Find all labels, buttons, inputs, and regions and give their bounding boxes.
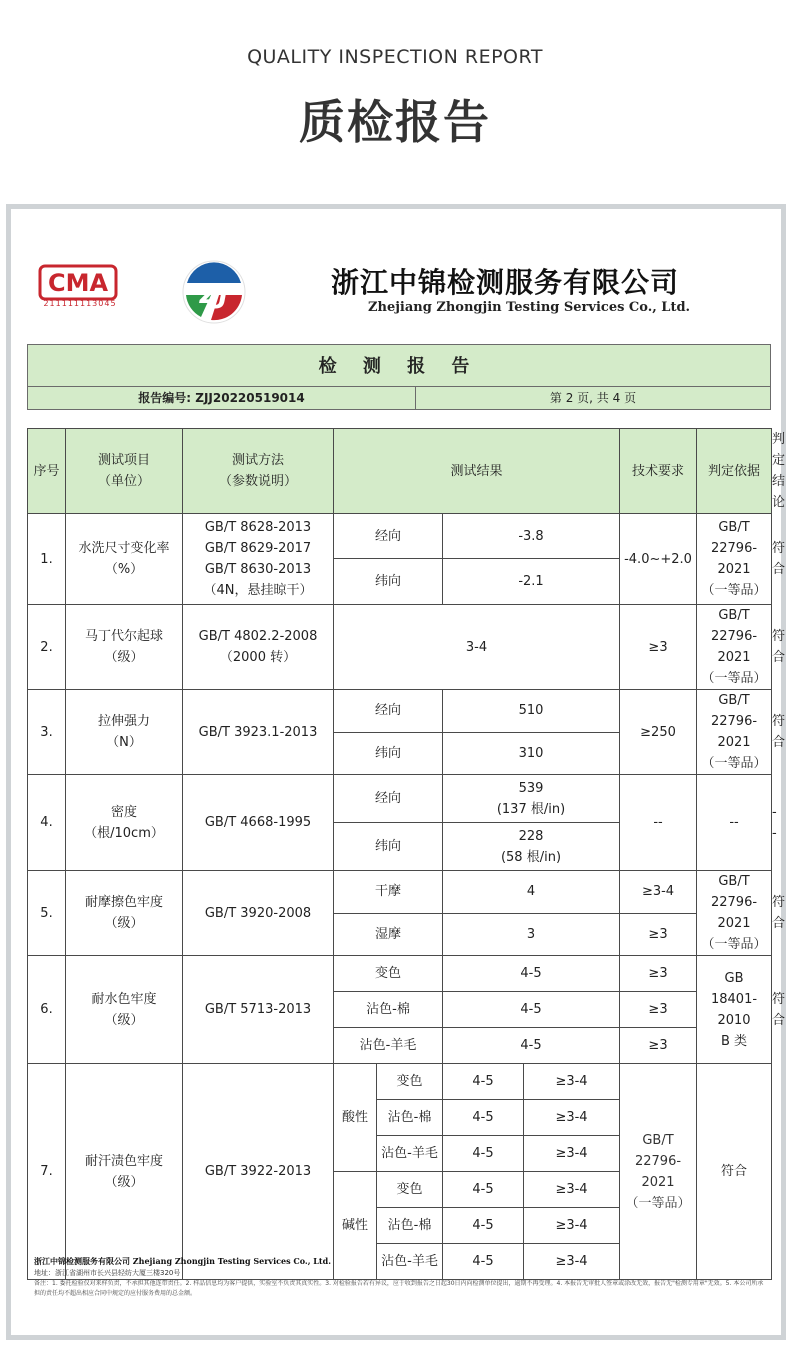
row-method: GB/T 8628-2013 GB/T 8629-2017 GB/T 8630-2013 （4N，悬挂晾干） [183, 514, 334, 605]
zj-logo [181, 259, 247, 325]
row-sub-requirement: ≥3-4 [524, 1136, 620, 1172]
row-basis: -- [697, 775, 772, 871]
header-item: 测试项目 （单位） [66, 429, 183, 514]
row-item: 耐水色牢度 （级） [66, 956, 183, 1064]
row-sub-label: 纬向 [334, 823, 443, 871]
row-method: GB/T 4668-1995 [183, 775, 334, 871]
company-name-en: Zhejiang Zhongjin Testing Services Co., Ltd. [368, 300, 691, 315]
report-page-info: 第 2 页, 共 4 页 [416, 386, 771, 409]
row-requirement: -4.0~+2.0 [620, 514, 697, 605]
row-requirement: -- [620, 775, 697, 871]
zj-label: ZJ [199, 280, 229, 310]
row-sub-value: 4-5 [443, 1172, 524, 1208]
row-sub-label: 变色 [334, 956, 443, 992]
row-sub-label: 经向 [334, 775, 443, 823]
zj-globe-icon [181, 259, 247, 325]
row-sub-value: 4-5 [443, 1136, 524, 1172]
table-row: 1. 水洗尺寸变化率 （%） GB/T 8628-2013 GB/T 8629-2017 GB/T 8630-2013 （4N，悬挂晾干） 经向 -3.8 -4.0~+2.0 GB/T 22796-2021 （一等品） 符合 [28, 514, 772, 559]
row-requirement: ≥3 [620, 605, 697, 690]
row-sub-requirement: ≥3-4 [524, 1172, 620, 1208]
row-item: 耐摩擦色牢度 （级） [66, 871, 183, 956]
row-no: 7. [28, 1064, 66, 1280]
row-sub-requirement: ≥3-4 [524, 1100, 620, 1136]
row-conclusion: 符合 [697, 1064, 772, 1280]
table-row: 2. 马丁代尔起球 （级） GB/T 4802.2-2008 （2000 转） 3-4 ≥3 GB/T 22796-2021 （一等品） 符合 [28, 605, 772, 690]
row-sub-requirement: ≥3-4 [524, 1208, 620, 1244]
row-sub-label: 干摩 [334, 871, 443, 914]
row-sub-label: 纬向 [334, 559, 443, 605]
cma-seal-icon [35, 261, 125, 301]
row-sub-value: -3.8 [443, 514, 620, 559]
header-basis: 判定依据 [697, 429, 772, 514]
row-item: 密度 （根/10cm） [66, 775, 183, 871]
row-no: 6. [28, 956, 66, 1064]
row-sub-requirement: ≥3 [620, 913, 697, 956]
row-sub-label: 经向 [334, 514, 443, 559]
row-sub-value: 4-5 [443, 1244, 524, 1280]
row-sub-requirement: ≥3-4 [620, 871, 697, 914]
row-group-name: 碱性 [334, 1172, 377, 1280]
row-basis: GB 18401-2010 B 类 [697, 956, 772, 1064]
row-sub-value: 4-5 [443, 1208, 524, 1244]
row-requirement: ≥250 [620, 690, 697, 775]
row-sub-value: 4 [443, 871, 620, 914]
row-sub-value: -2.1 [443, 559, 620, 605]
document-frame [6, 204, 786, 1340]
header-method: 测试方法 （参数说明） [183, 429, 334, 514]
row-sub-value: 4-5 [443, 1100, 524, 1136]
row-basis: GB/T 22796-2021 （一等品） [697, 871, 772, 956]
row-basis: GB/T 22796-2021 （一等品） [620, 1064, 697, 1280]
header-no: 序号 [28, 429, 66, 514]
row-method: GB/T 5713-2013 [183, 956, 334, 1064]
row-sub-value: 228 (58 根/in) [443, 823, 620, 871]
row-sub-requirement: ≥3 [620, 1028, 697, 1064]
row-sub-label: 变色 [377, 1172, 443, 1208]
report-document [11, 209, 786, 1335]
header-requirement: 技术要求 [620, 429, 697, 514]
table-header-row: 序号 测试项目 （单位） 测试方法 （参数说明） 测试结果 技术要求 判定依据 判定结论 [28, 429, 772, 514]
row-sub-label: 湿摩 [334, 913, 443, 956]
row-no: 2. [28, 605, 66, 690]
row-basis: GB/T 22796-2021 （一等品） [697, 605, 772, 690]
row-item: 耐汗渍色牢度 （级） [66, 1064, 183, 1280]
footer-notes: 备注：1. 委托检验仅对来样负责，不承担其他连带责任。2. 样品信息均为客户提供，实验室不负责其真实性。3. 对检验报告若有异议，应于收到报告之日起30日内向检测单位提出，逾期不再受理。4. 本报告无审批人签章或涂改无效，报告无"检测专用章"无效。5. 本公司所承担的责任均不超出相应合同中规定的应付服务费用的总金额。 [34, 1280, 764, 1297]
row-sub-requirement: ≥3-4 [524, 1064, 620, 1100]
report-title: 检 测 报 告 [28, 345, 771, 387]
cma-number: 211111113045 [43, 299, 117, 308]
row-sub-value: 539 (137 根/in) [443, 775, 620, 823]
row-sub-value: 310 [443, 732, 620, 775]
row-sub-label: 变色 [377, 1064, 443, 1100]
row-sub-value: 4-5 [443, 956, 620, 992]
report-number: 报告编号: ZJJ20220519014 [28, 386, 416, 409]
cma-logo [35, 261, 125, 321]
row-item: 马丁代尔起球 （级） [66, 605, 183, 690]
header-result: 测试结果 [334, 429, 620, 514]
footer-address: 地址：浙江省湖州市长兴县轻纺大厦三楼320号 [34, 1269, 181, 1277]
row-sub-value: 510 [443, 690, 620, 733]
table-row: 3. 拉伸强力 （N） GB/T 3923.1-2013 经向 510 ≥250 GB/T 22796-2021 （一等品） 符合 [28, 690, 772, 733]
row-group-name: 酸性 [334, 1064, 377, 1172]
footer-company: 浙江中锦检测服务有限公司 Zhejiang Zhongjin Testing Services Co., Ltd. [34, 1256, 331, 1266]
row-no: 3. [28, 690, 66, 775]
report-header-table [27, 344, 771, 410]
row-method: GB/T 3923.1-2013 [183, 690, 334, 775]
table-row: 4. 密度 （根/10cm） GB/T 4668-1995 经向 539 (137 根/in) -- -- -- [28, 775, 772, 823]
row-sub-requirement: ≥3 [620, 992, 697, 1028]
row-sub-label: 沾色-棉 [377, 1208, 443, 1244]
row-value: 3-4 [334, 605, 620, 690]
row-sub-label: 沾色-羊毛 [377, 1244, 443, 1280]
row-sub-label: 沾色-羊毛 [377, 1136, 443, 1172]
row-sub-value: 4-5 [443, 1064, 524, 1100]
row-sub-label: 经向 [334, 690, 443, 733]
table-row: 5. 耐摩擦色牢度 （级） GB/T 3920-2008 干摩 4 ≥3-4 GB/T 22796-2021 （一等品） 符合 [28, 871, 772, 914]
company-name-cn: 浙江中锦检测服务有限公司 [331, 266, 680, 299]
row-item: 水洗尺寸变化率 （%） [66, 514, 183, 605]
row-sub-label: 沾色-棉 [334, 992, 443, 1028]
row-method: GB/T 3920-2008 [183, 871, 334, 956]
row-sub-label: 沾色-棉 [377, 1100, 443, 1136]
table-row [28, 1064, 772, 1100]
row-method: GB/T 4802.2-2008 （2000 转） [183, 605, 334, 690]
row-sub-value: 4-5 [443, 1028, 620, 1064]
row-sub-requirement: ≥3-4 [524, 1244, 620, 1280]
row-basis: GB/T 22796-2021 （一等品） [697, 514, 772, 605]
row-no: 5. [28, 871, 66, 956]
row-no: 1. [28, 514, 66, 605]
page-subtitle: QUALITY INSPECTION REPORT [247, 46, 543, 68]
row-sub-value: 4-5 [443, 992, 620, 1028]
row-basis: GB/T 22796-2021 （一等品） [697, 690, 772, 775]
page-title: 质检报告 [299, 95, 491, 149]
cma-label: CMA [47, 269, 109, 297]
row-sub-label: 沾色-羊毛 [334, 1028, 443, 1064]
row-no: 4. [28, 775, 66, 871]
row-sub-value: 3 [443, 913, 620, 956]
results-table [27, 428, 786, 1280]
row-sub-label: 纬向 [334, 732, 443, 775]
table-row: 6. 耐水色牢度 （级） GB/T 5713-2013 变色 4-5 ≥3 GB 18401-2010 B 类 符合 [28, 956, 772, 992]
row-sub-requirement: ≥3 [620, 956, 697, 992]
row-method: GB/T 3922-2013 [183, 1064, 334, 1280]
row-item: 拉伸强力 （N） [66, 690, 183, 775]
